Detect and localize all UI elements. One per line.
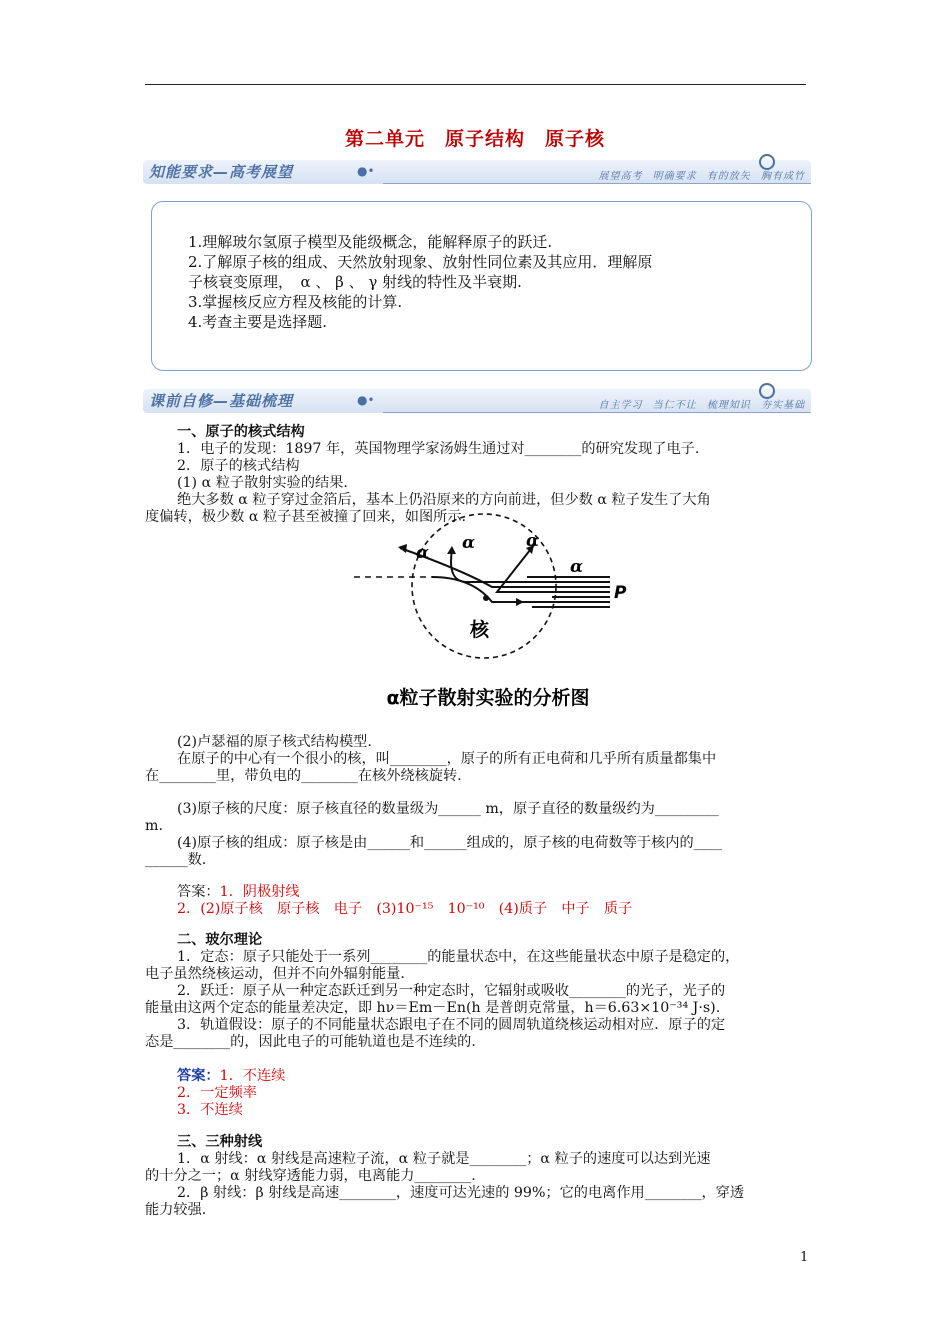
requirement-item: 1.理解玻尔氢原子模型及能级概念，能解释原子的跃迁. xyxy=(188,233,553,251)
banner-review xyxy=(143,385,811,413)
text-line: 1．定态：原子只能处于一系列________的能量状态中，在这些能量状态中原子是稳定的， xyxy=(177,949,740,965)
text-line: 能量由这两个定态的能量差决定，即 hν＝Em－En(h 是普朗克常量，h＝6.63×10⁻³⁴ J·s). xyxy=(145,1000,721,1016)
page-title: 第二单元 原子结构 原子核 xyxy=(344,128,605,150)
alpha-scattering-figure xyxy=(352,530,627,716)
page-number: 1 xyxy=(800,1250,809,1265)
nucleus-dot xyxy=(483,595,489,601)
banner-motto: 自主学习 当仁不让 梳理知识 夯实基础 xyxy=(598,400,805,411)
text-line: (4)原子核的组成：原子核是由______和______组成的，原子核的电荷数等于核内的____ xyxy=(177,835,723,851)
requirement-item: 子核衰变原理， α 、 β 、 γ 射线的特性及半衰期. xyxy=(188,273,522,291)
banner-label: 课前自修—基础梳理 xyxy=(149,392,294,410)
answer-text: 3．不连续 xyxy=(177,1102,243,1118)
banner-requirements xyxy=(143,156,811,184)
requirement-item: 4.考查主要是选择题. xyxy=(188,313,328,331)
text-line: 2．跃迁：原子从一种定态跃迁到另一种定态时，它辐射或吸收________的光子，光子的 xyxy=(177,983,726,999)
point-p-label: P xyxy=(614,583,627,603)
alpha-label: α xyxy=(526,531,540,551)
answer-label: 答案： xyxy=(177,1068,220,1084)
requirement-item: 3.掌握核反应方程及核能的计算. xyxy=(188,293,403,311)
text-line: ______数. xyxy=(145,852,207,868)
text-line: 电子虽然绕核运动，但并不向外辐射能量. xyxy=(145,966,405,982)
text-line: 2．β 射线：β 射线是高速________，速度可达光速的 99%；它的电离作用________，穿透 xyxy=(177,1185,745,1201)
answer-text: 1．不连续 xyxy=(219,1068,286,1084)
text-line: 在原子的中心有一个很小的核，叫________，原子的所有正电荷和几乎所有质量都集中 xyxy=(177,751,717,767)
text-line: 在________里，带负电的________在核外绕核旋转. xyxy=(145,768,462,784)
nucleus-label: 核 xyxy=(470,619,490,641)
figure-caption: α粒子散射实验的分析图 xyxy=(386,687,590,709)
answer-text: 2．(2)原子核 原子核 电子 (3)10⁻¹⁵ 10⁻¹⁰ (4)质子 中子 质子 xyxy=(177,901,633,917)
text-line: 2．原子的核式结构 xyxy=(177,458,300,474)
text-line: (3)原子核的尺度：原子核直径的数量级为______ m，原子直径的数量级约为_________ xyxy=(177,801,719,817)
dots-icon: ●• xyxy=(357,164,375,178)
section-heading: 一、原子的核式结构 xyxy=(177,424,305,440)
answer-text: 2．一定频率 xyxy=(177,1085,257,1101)
text-line: (2)卢瑟福的原子核式结构模型. xyxy=(177,734,372,750)
answer-label: 答案： xyxy=(177,884,220,900)
requirements-box xyxy=(151,201,812,371)
header-rule xyxy=(145,84,806,85)
text-line: 3．轨道假设：原子的不同能量状态跟电子在不同的圆周轨道绕核运动相对应．原子的定 xyxy=(177,1017,726,1033)
section-heading: 三、三种射线 xyxy=(177,1134,263,1150)
dots-icon: ●• xyxy=(357,393,375,407)
answer-line xyxy=(177,884,300,901)
text-line: 1．α 射线：α 射线是高速粒子流，α 粒子就是________；α 粒子的速度可以达到光速 xyxy=(177,1151,711,1167)
text-line: 1．电子的发现：1897 年，英国物理学家汤姆生通过对________的研究发现了电子. xyxy=(177,441,700,457)
answer-text: 1．阴极射线 xyxy=(219,884,300,900)
text-line: 度偏转，极少数 α 粒子甚至被撞了回来，如图所示. xyxy=(145,509,467,525)
text-line: 的十分之一；α 射线穿透能力弱，电离能力________. xyxy=(145,1168,476,1184)
text-line: 绝大多数 α 粒子穿过金箔后，基本上仍沿原来的方向前进，但少数 α 粒子发生了大角 xyxy=(177,492,711,508)
text-line: (1) α 粒子散射实验的结果. xyxy=(177,475,348,491)
alpha-label: α xyxy=(570,557,584,577)
text-line: m. xyxy=(145,818,163,834)
alpha-label: α xyxy=(462,533,476,553)
banner-motto: 展望高考 明确要求 有的放矢 胸有成竹 xyxy=(598,171,805,182)
requirement-item: 2.了解原子核的组成、天然放射现象、放射性同位素及其应用．理解原 xyxy=(188,253,653,271)
text-line: 能力较强. xyxy=(145,1202,207,1218)
alpha-label: α xyxy=(416,543,430,563)
text-line: 态是________的，因此电子的可能轨道也是不连续的. xyxy=(145,1034,476,1050)
answer-line xyxy=(177,1068,285,1085)
section-heading: 二、玻尔理论 xyxy=(177,932,263,948)
banner-label: 知能要求—高考展望 xyxy=(149,163,294,181)
